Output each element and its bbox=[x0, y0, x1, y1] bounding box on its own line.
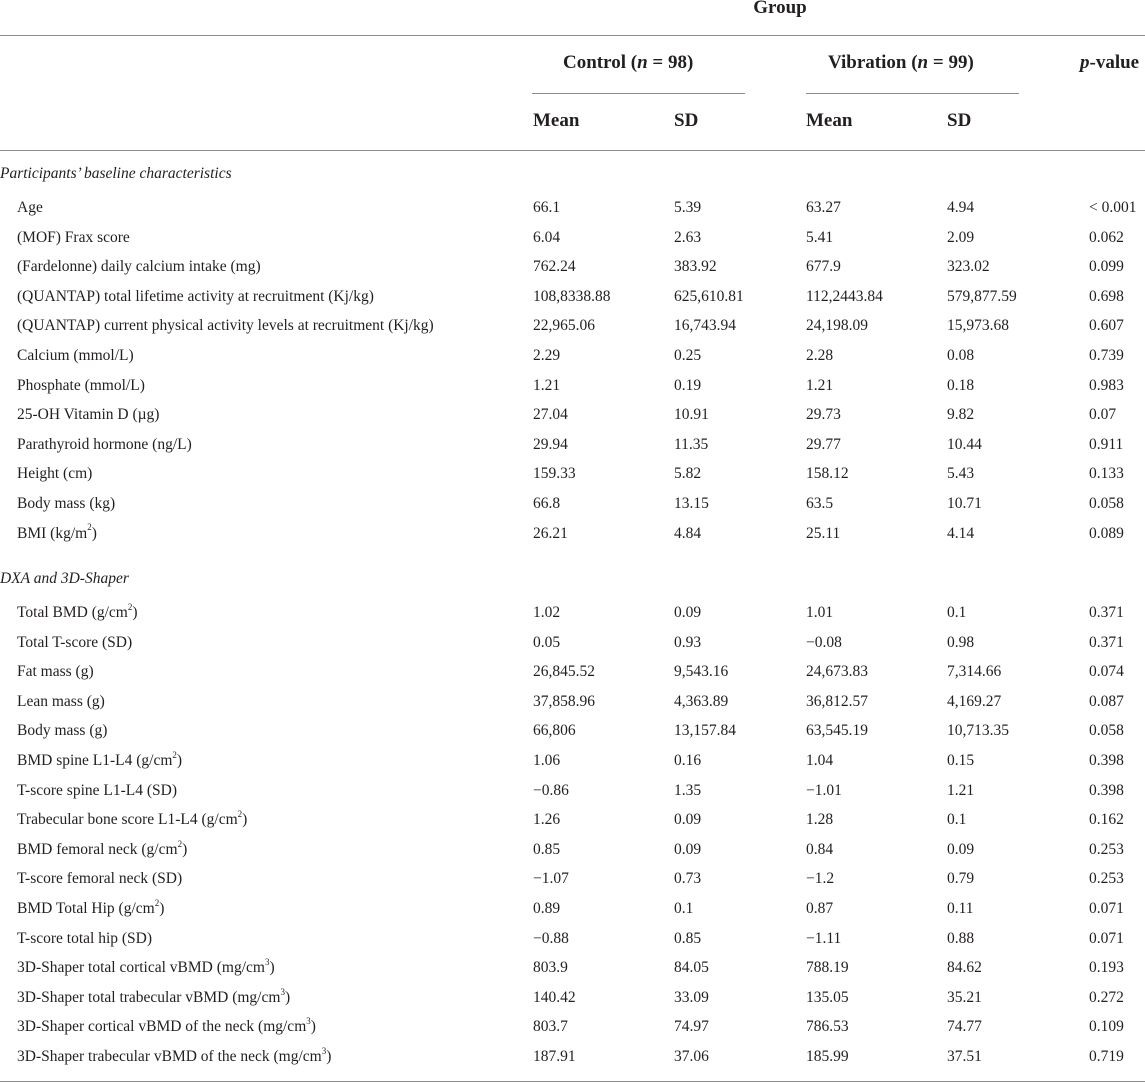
control-mean-cell: 22,965.06 bbox=[533, 317, 595, 335]
control-sd-cell: 2.63 bbox=[674, 228, 702, 246]
row-label bbox=[17, 400, 159, 429]
row-label-tail: ) bbox=[91, 524, 97, 542]
table-row bbox=[0, 519, 1145, 548]
row-label bbox=[17, 746, 182, 775]
vibration-mean-cell: 24,673.83 bbox=[806, 663, 868, 681]
unit-superscript: 3 bbox=[264, 957, 270, 968]
row-label bbox=[17, 311, 434, 340]
row-label-tail: ) bbox=[159, 900, 165, 917]
vibration-sd-cell: 10,713.35 bbox=[947, 722, 1009, 740]
row-label-text: BMD spine L1-L4 (g/cm bbox=[17, 752, 173, 769]
row-label-tail: ) bbox=[176, 752, 183, 769]
unit-superscript: 3 bbox=[306, 1016, 311, 1027]
row-label-text: Trabecular bone score L1-L4 (g/cm bbox=[17, 811, 238, 829]
vibration-sd-cell: 0.88 bbox=[947, 929, 975, 947]
control-sd-cell: 0.25 bbox=[674, 347, 702, 364]
p-value-cell: 0.272 bbox=[1089, 988, 1124, 1006]
row-label-text: Lean mass (g) bbox=[17, 692, 105, 710]
vibration-mean-cell: 135.05 bbox=[806, 988, 849, 1006]
row-label bbox=[17, 983, 290, 1012]
row-label-text: T-score femoral neck (SD) bbox=[17, 870, 183, 888]
bottom-rule bbox=[0, 1081, 1145, 1082]
control-mean-cell: −0.88 bbox=[533, 929, 569, 947]
p-value-cell: 0.398 bbox=[1089, 752, 1124, 769]
control-mean-cell: −0.86 bbox=[533, 781, 569, 799]
control-sd-cell: 33.09 bbox=[674, 988, 709, 1006]
table-row bbox=[0, 953, 1145, 982]
p-value-cell: 0.719 bbox=[1089, 1048, 1124, 1065]
vibration-mean-cell: −0.08 bbox=[806, 633, 842, 651]
row-label bbox=[17, 835, 187, 864]
p-value-cell: 0.253 bbox=[1089, 870, 1124, 888]
row-label bbox=[17, 193, 43, 222]
vibration-sd-cell: 0.11 bbox=[947, 900, 974, 917]
table-row bbox=[0, 628, 1145, 657]
section-title: Participants’ baseline characteristics bbox=[0, 165, 232, 182]
row-label-text: Phosphate (mmol/L) bbox=[17, 376, 145, 394]
row-label-text: 3D-Shaper trabecular vBMD of the neck (mg/cm bbox=[17, 1048, 322, 1065]
vibration-mean-header: Mean bbox=[806, 110, 853, 131]
vibration-sd-cell: 74.77 bbox=[947, 1018, 982, 1036]
row-label-text: BMD Total Hip (g/cm bbox=[17, 900, 155, 917]
control-mean-cell: 1.02 bbox=[533, 604, 561, 621]
vibration-mean-cell: 677.9 bbox=[806, 258, 841, 276]
vibration-mean-cell: 29.73 bbox=[806, 406, 841, 424]
control-sd-cell: 0.19 bbox=[674, 376, 702, 394]
control-mean-cell: 803.9 bbox=[533, 959, 568, 977]
control-mean-cell: 0.05 bbox=[533, 633, 561, 651]
p-value-cell: 0.062 bbox=[1089, 228, 1124, 246]
vibration-mean-cell: 63,545.19 bbox=[806, 722, 868, 740]
vibration-sd-cell: 0.79 bbox=[947, 870, 975, 888]
table-row bbox=[0, 282, 1145, 311]
unit-superscript: 2 bbox=[172, 749, 177, 760]
row-label bbox=[17, 776, 177, 805]
row-label bbox=[17, 459, 92, 488]
row-label-tail: ) bbox=[326, 1048, 332, 1065]
control-sd-cell: 4.84 bbox=[674, 524, 702, 542]
vibration-sd-cell: 0.98 bbox=[947, 633, 975, 651]
table-row bbox=[0, 716, 1145, 745]
row-label-tail: ) bbox=[284, 988, 291, 1006]
p-value-cell: 0.087 bbox=[1089, 692, 1124, 710]
vibration-mean-cell: 1.04 bbox=[806, 752, 834, 769]
p-value-cell: 0.371 bbox=[1089, 604, 1124, 621]
row-label-tail: ) bbox=[242, 811, 248, 829]
vibration-mean-cell: 5.41 bbox=[806, 228, 834, 246]
p-value-cell: 0.739 bbox=[1089, 347, 1124, 364]
p-value-cell: 0.074 bbox=[1089, 663, 1124, 681]
row-label-text: (MOF) Frax score bbox=[17, 228, 130, 246]
row-label bbox=[17, 489, 115, 518]
row-label bbox=[17, 687, 105, 716]
table-row bbox=[0, 894, 1145, 923]
vibration-mean-cell: 36,812.57 bbox=[806, 692, 868, 710]
row-label-text: T-score total hip (SD) bbox=[17, 929, 153, 947]
row-label bbox=[17, 223, 130, 252]
row-label-tail: ) bbox=[269, 959, 275, 977]
row-label-text: BMD femoral neck (g/cm bbox=[17, 840, 178, 858]
control-sd-cell: 0.09 bbox=[674, 604, 702, 621]
table-row bbox=[0, 489, 1145, 518]
row-label-text: Fat mass (g) bbox=[17, 663, 94, 681]
control-header: Control (n = 98) bbox=[563, 52, 694, 73]
row-label-text: 25-OH Vitamin D (µg) bbox=[17, 406, 160, 424]
vibration-sd-header: SD bbox=[947, 110, 972, 131]
p-value-cell: 0.193 bbox=[1089, 959, 1124, 977]
table-row bbox=[0, 252, 1145, 281]
row-label-text: BMI (kg/m bbox=[17, 524, 88, 542]
top-rule bbox=[0, 35, 1145, 36]
table-row bbox=[0, 805, 1145, 834]
table-row bbox=[0, 864, 1145, 893]
row-label-text: Total BMD (g/cm bbox=[17, 604, 128, 621]
table-row bbox=[0, 341, 1145, 370]
control-mean-cell: 26.21 bbox=[533, 524, 568, 542]
vibration-mean-cell: 63.5 bbox=[806, 495, 834, 512]
vibration-sd-cell: 37.51 bbox=[947, 1048, 982, 1065]
vibration-sd-cell: 579,877.59 bbox=[947, 287, 1017, 305]
p-value-cell: 0.133 bbox=[1089, 465, 1124, 483]
vibration-sd-cell: 84.62 bbox=[947, 959, 982, 977]
p-value-cell: 0.607 bbox=[1089, 317, 1124, 335]
p-value-cell: 0.058 bbox=[1089, 495, 1124, 512]
p-value-cell: < 0.001 bbox=[1089, 199, 1137, 216]
row-label bbox=[17, 657, 94, 686]
vibration-sd-cell: 0.1 bbox=[947, 604, 967, 621]
control-mean-cell: 29.94 bbox=[533, 435, 568, 453]
vibration-sd-cell: 4,169.27 bbox=[947, 692, 1002, 710]
control-mean-cell: 803.7 bbox=[533, 1018, 568, 1036]
control-mean-cell: 187.91 bbox=[533, 1048, 576, 1065]
p-value-cell: 0.253 bbox=[1089, 840, 1124, 858]
row-label bbox=[17, 1042, 331, 1071]
control-mean-cell: 66.1 bbox=[533, 199, 561, 216]
control-mean-cell: 1.26 bbox=[533, 811, 561, 829]
row-label bbox=[17, 1012, 316, 1041]
row-label bbox=[17, 894, 164, 923]
unit-superscript: 2 bbox=[237, 809, 243, 820]
control-mean-cell: 762.24 bbox=[533, 258, 576, 276]
table-row bbox=[0, 1012, 1145, 1041]
control-subrule bbox=[532, 93, 745, 94]
unit-superscript: 3 bbox=[321, 1045, 327, 1056]
vibration-sd-cell: 7,314.66 bbox=[947, 663, 1002, 681]
control-sd-cell: 74.97 bbox=[674, 1018, 709, 1036]
vibration-mean-cell: 786.53 bbox=[806, 1018, 849, 1036]
row-label bbox=[17, 628, 132, 657]
control-sd-cell: 13,157.84 bbox=[674, 722, 736, 740]
control-sd-cell: 16,743.94 bbox=[674, 317, 736, 335]
table-row bbox=[0, 1042, 1145, 1071]
p-value-cell: 0.983 bbox=[1089, 376, 1124, 394]
vibration-header: Vibration (n = 99) bbox=[828, 52, 974, 73]
header-rule bbox=[0, 150, 1145, 151]
vibration-sd-cell: 4.14 bbox=[947, 524, 975, 542]
row-label bbox=[17, 430, 192, 459]
table-row bbox=[0, 430, 1145, 459]
row-label-text: 3D-Shaper total cortical vBMD (mg/cm bbox=[17, 959, 265, 977]
control-sd-cell: 383.92 bbox=[674, 258, 717, 276]
control-sd-cell: 37.06 bbox=[674, 1048, 709, 1065]
table-row bbox=[0, 924, 1145, 953]
row-label-text: Total T-score (SD) bbox=[17, 633, 133, 651]
control-sd-cell: 0.73 bbox=[674, 870, 702, 888]
control-sd-header: SD bbox=[674, 110, 699, 131]
section-title: DXA and 3D-Shaper bbox=[0, 570, 129, 587]
control-sd-cell: 625,610.81 bbox=[674, 287, 744, 305]
row-label-tail: ) bbox=[310, 1018, 316, 1036]
vibration-mean-cell: 1.01 bbox=[806, 604, 834, 621]
vibration-sd-cell: 0.1 bbox=[947, 811, 967, 829]
vibration-sd-cell: 15,973.68 bbox=[947, 317, 1009, 335]
control-sd-cell: 0.85 bbox=[674, 929, 702, 947]
unit-superscript: 2 bbox=[154, 897, 160, 908]
row-label bbox=[17, 598, 138, 627]
row-label bbox=[17, 805, 247, 834]
vibration-mean-cell: 63.27 bbox=[806, 199, 841, 216]
vibration-subrule bbox=[806, 93, 1019, 94]
control-sd-cell: 13.15 bbox=[674, 495, 709, 512]
vibration-mean-cell: 158.12 bbox=[806, 465, 849, 483]
p-value-cell: 0.698 bbox=[1089, 287, 1124, 305]
row-label-text: Body mass (g) bbox=[17, 722, 108, 740]
row-label-text: 3D-Shaper cortical vBMD of the neck (mg/cm bbox=[17, 1018, 307, 1036]
vibration-mean-cell: −1.11 bbox=[806, 929, 842, 947]
row-label bbox=[17, 519, 97, 548]
p-value-cell: 0.109 bbox=[1089, 1018, 1124, 1036]
control-mean-cell: 1.06 bbox=[533, 752, 561, 769]
row-label-tail: ) bbox=[182, 840, 188, 858]
p-value-cell: 0.398 bbox=[1089, 781, 1124, 799]
table-row bbox=[0, 598, 1145, 627]
control-sd-cell: 11.35 bbox=[674, 435, 709, 453]
table-row bbox=[0, 311, 1145, 340]
row-label-text: (QUANTAP) current physical activity levels at recruitment (Kj/kg) bbox=[17, 317, 434, 335]
group-header bbox=[0, 0, 1145, 30]
p-value-cell: 0.371 bbox=[1089, 633, 1124, 651]
row-label bbox=[17, 864, 182, 893]
control-sd-cell: 0.93 bbox=[674, 633, 702, 651]
group-title: Group bbox=[753, 0, 807, 18]
vibration-sd-cell: 4.94 bbox=[947, 199, 975, 216]
p-value-cell: 0.071 bbox=[1089, 929, 1124, 947]
unit-superscript: 2 bbox=[177, 838, 183, 849]
vibration-mean-cell: 24,198.09 bbox=[806, 317, 868, 335]
control-sd-cell: 5.39 bbox=[674, 199, 702, 216]
row-label bbox=[17, 953, 275, 982]
vibration-sd-cell: 10.71 bbox=[947, 495, 982, 512]
control-sd-cell: 1.35 bbox=[674, 781, 702, 799]
vibration-mean-cell: 2.28 bbox=[806, 347, 834, 364]
control-sd-cell: 0.1 bbox=[674, 900, 694, 917]
vibration-sd-cell: 0.08 bbox=[947, 347, 975, 364]
row-label-text: Body mass (kg) bbox=[17, 495, 116, 512]
p-value-cell: 0.911 bbox=[1089, 435, 1124, 453]
row-label-tail: ) bbox=[132, 604, 138, 621]
table-row bbox=[0, 223, 1145, 252]
vibration-sd-cell: 5.43 bbox=[947, 465, 975, 483]
p-value-cell: 0.089 bbox=[1089, 524, 1124, 542]
control-mean-cell: 6.04 bbox=[533, 228, 561, 246]
control-mean-cell: 66,806 bbox=[533, 722, 576, 740]
control-mean-cell: −1.07 bbox=[533, 870, 569, 888]
row-label-text: T-score spine L1-L4 (SD) bbox=[17, 781, 177, 799]
control-mean-cell: 37,858.96 bbox=[533, 692, 595, 710]
control-mean-cell: 140.42 bbox=[533, 988, 576, 1006]
row-label bbox=[17, 716, 107, 745]
row-label bbox=[17, 371, 145, 400]
row-label bbox=[17, 252, 261, 281]
row-label-text: (Fardelonne) daily calcium intake (mg) bbox=[17, 258, 261, 276]
row-label-text: Height (cm) bbox=[17, 465, 93, 483]
p-value-cell: 0.07 bbox=[1089, 406, 1117, 424]
control-mean-cell: 26,845.52 bbox=[533, 663, 595, 681]
row-label-text: 3D-Shaper total trabecular vBMD (mg/cm bbox=[17, 988, 281, 1006]
vibration-sd-cell: 323.02 bbox=[947, 258, 990, 276]
control-mean-cell: 0.89 bbox=[533, 900, 561, 917]
control-mean-cell: 66.8 bbox=[533, 495, 561, 512]
row-label-text: Age bbox=[17, 199, 43, 216]
table-row bbox=[0, 459, 1145, 488]
p-value-cell: 0.099 bbox=[1089, 258, 1124, 276]
row-label bbox=[17, 924, 152, 953]
vibration-sd-cell: 0.15 bbox=[947, 752, 975, 769]
vibration-mean-cell: 112,2443.84 bbox=[806, 287, 883, 305]
control-sd-cell: 9,543.16 bbox=[674, 663, 729, 681]
vibration-sd-cell: 1.21 bbox=[947, 781, 975, 799]
table-row bbox=[0, 193, 1145, 222]
vibration-mean-cell: −1.2 bbox=[806, 870, 835, 888]
vibration-mean-cell: 1.28 bbox=[806, 811, 834, 829]
vibration-sd-cell: 9.82 bbox=[947, 406, 975, 424]
table-row bbox=[0, 400, 1145, 429]
control-sd-cell: 0.09 bbox=[674, 811, 702, 829]
p-value-header: p-value bbox=[1080, 52, 1140, 73]
row-label-text: Parathyroid hormone (ng/L) bbox=[17, 435, 192, 453]
control-sd-cell: 4,363.89 bbox=[674, 692, 729, 710]
p-value-cell: 0.162 bbox=[1089, 811, 1124, 829]
vibration-mean-cell: 0.84 bbox=[806, 840, 834, 858]
vibration-mean-cell: 29.77 bbox=[806, 435, 841, 453]
vibration-sd-cell: 2.09 bbox=[947, 228, 975, 246]
control-mean-cell: 27.04 bbox=[533, 406, 568, 424]
vibration-mean-cell: −1.01 bbox=[806, 781, 842, 799]
control-mean-cell: 1.21 bbox=[533, 376, 561, 394]
control-mean-cell: 159.33 bbox=[533, 465, 576, 483]
control-mean-cell: 0.85 bbox=[533, 840, 561, 858]
control-mean-header: Mean bbox=[533, 110, 580, 131]
control-mean-cell: 2.29 bbox=[533, 347, 561, 364]
table-row bbox=[0, 746, 1145, 775]
vibration-mean-cell: 1.21 bbox=[806, 376, 834, 394]
row-label bbox=[17, 282, 374, 311]
control-sd-cell: 84.05 bbox=[674, 959, 709, 977]
unit-superscript: 2 bbox=[127, 601, 133, 612]
table-row bbox=[0, 371, 1145, 400]
row-label bbox=[17, 341, 134, 370]
row-label-text: Calcium (mmol/L) bbox=[17, 347, 134, 364]
p-value-cell: 0.071 bbox=[1089, 900, 1124, 917]
control-sd-cell: 10.91 bbox=[674, 406, 709, 424]
vibration-mean-cell: 25.11 bbox=[806, 524, 841, 542]
control-sd-cell: 5.82 bbox=[674, 465, 702, 483]
vibration-mean-cell: 788.19 bbox=[806, 959, 849, 977]
p-value-cell: 0.058 bbox=[1089, 722, 1124, 740]
vibration-sd-cell: 0.09 bbox=[947, 840, 975, 858]
control-sd-cell: 0.16 bbox=[674, 752, 702, 769]
table-row bbox=[0, 657, 1145, 686]
vibration-sd-cell: 10.44 bbox=[947, 435, 982, 453]
control-sd-cell: 0.09 bbox=[674, 840, 702, 858]
row-label-text: (QUANTAP) total lifetime activity at recruitment (Kj/kg) bbox=[17, 287, 374, 305]
table-row bbox=[0, 835, 1145, 864]
vibration-sd-cell: 0.18 bbox=[947, 376, 975, 394]
vibration-mean-cell: 0.87 bbox=[806, 900, 834, 917]
unit-superscript: 3 bbox=[280, 986, 285, 997]
vibration-sd-cell: 35.21 bbox=[947, 988, 982, 1006]
table-row bbox=[0, 983, 1145, 1012]
vibration-mean-cell: 185.99 bbox=[806, 1048, 849, 1065]
control-mean-cell: 108,8338.88 bbox=[533, 287, 611, 305]
unit-superscript: 2 bbox=[87, 522, 92, 533]
table-row bbox=[0, 687, 1145, 716]
table-row bbox=[0, 776, 1145, 805]
